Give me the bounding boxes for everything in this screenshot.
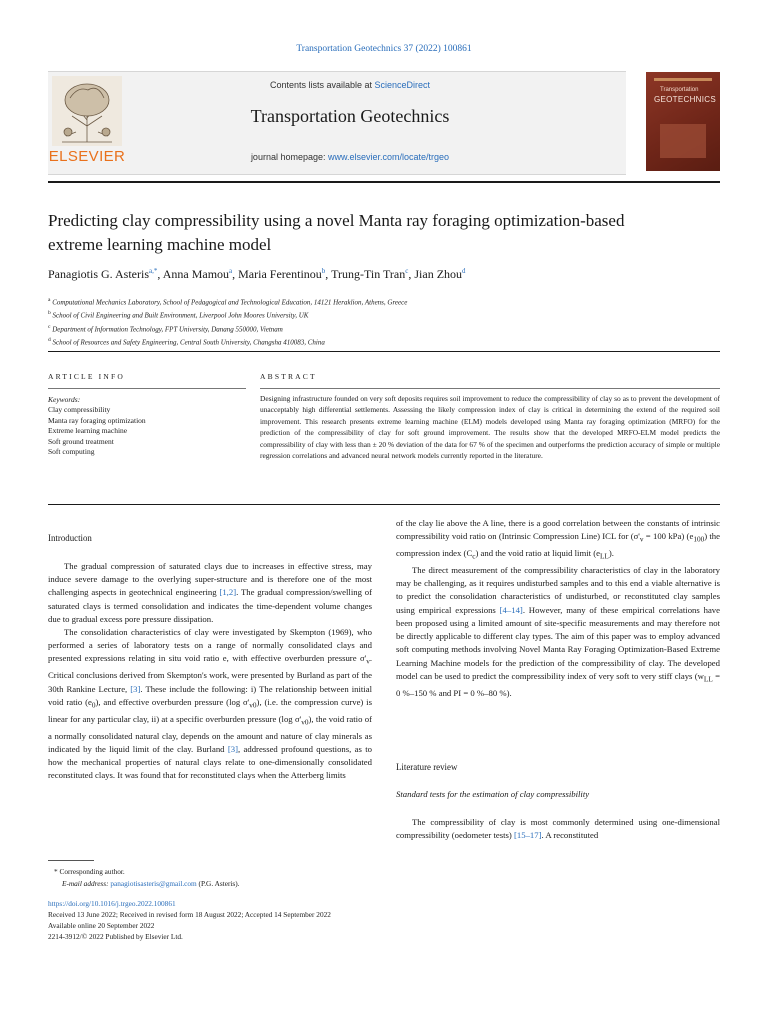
keywords-label: Keywords: bbox=[48, 395, 81, 404]
cover-line1: Transportation bbox=[660, 87, 699, 93]
affiliation-list bbox=[48, 295, 718, 348]
introduction-heading: Introduction bbox=[48, 533, 92, 543]
author-list: Panagiotis G. Asteris$^{a,*}$, Anna Mamou$^a$, Maria Ferentinou$^b$, Trung-Tin Tran$^c$, Jian Zhou$^d$ bbox=[48, 267, 466, 281]
available-online: Available online 20 September 2022 bbox=[48, 921, 155, 930]
author-name[interactable]: Jian Zhou bbox=[414, 267, 463, 281]
corresponding-marker: * bbox=[54, 867, 58, 876]
abstract-rule bbox=[260, 388, 720, 389]
standard-tests-subheading: Standard tests for the estimation of clay compressibility bbox=[396, 789, 590, 799]
running-head[interactable]: Transportation Geotechnics 37 (2022) 100861 bbox=[296, 44, 472, 54]
homepage-line bbox=[150, 152, 550, 162]
corresponding-footnote bbox=[48, 866, 718, 878]
contents-line bbox=[150, 80, 550, 90]
affiliation-text: School of Resources and Safety Engineering, Central South University, Changsha 410083, China bbox=[50, 338, 325, 347]
journal-title: Transportation Geotechnics bbox=[250, 106, 450, 126]
keyword-item: Soft computing bbox=[48, 447, 95, 457]
author-name[interactable]: Trung-Tin Tran bbox=[331, 267, 406, 281]
corresponding-text: Corresponding author. bbox=[59, 867, 125, 876]
author-name[interactable]: Panagiotis G. Asteris bbox=[48, 267, 149, 281]
section-rule bbox=[48, 504, 720, 505]
affiliation-marker: d bbox=[48, 336, 51, 343]
keyword-item: Manta ray foraging optimization bbox=[48, 415, 146, 425]
body-paragraph: The gradual compression of saturated clays due to increases in effective stress, may induce severe damage to the overlying super-structure and is therefore one of the most challenging aspects in geotechnical engineering [1,2]. The gradual compression/swelling of saturated clays is termed consolidation and indicates the time-dependent volume changes due to gradual excess pore pressure dissipation. bbox=[48, 561, 372, 624]
affiliation-marker: b bbox=[48, 310, 51, 317]
affiliation-text: School of Civil Engineering and Built Environment, Liverpool John Moores University, UK bbox=[50, 311, 309, 320]
email-suffix: (P.G. Asteris). bbox=[196, 879, 240, 888]
citation-link[interactable]: [15–17] bbox=[513, 830, 542, 841]
keyword-item: Clay compressibility bbox=[48, 405, 111, 415]
body-paragraph: of the clay lie above the A line, there is a good correlation between the constants of intrinsic compressibility void ratio on (Intrinsic Compression Line) ICL for ($\sigma'_v = 100$ kPa) $(e_{100})$ the compression index $(C_c)$ and the void ratio at liquid limit $(e_{LL})$. bbox=[396, 518, 721, 561]
received-dates: Received 13 June 2022; Received in revised form 18 August 2022; Accepted 14 September 2022 bbox=[48, 910, 331, 919]
author-name[interactable]: Maria Ferentinou bbox=[238, 267, 322, 281]
author-affiliation-marker[interactable]: a bbox=[229, 267, 233, 275]
citation-link[interactable]: [3] bbox=[130, 683, 141, 694]
literature-review-heading: Literature review bbox=[396, 762, 458, 772]
cover-line2: GEOTECHNICS bbox=[654, 95, 716, 104]
affiliation-marker: c bbox=[48, 323, 51, 330]
email-link[interactable]: panagiotisasteris@gmail.com bbox=[110, 879, 197, 888]
affiliation-item bbox=[48, 322, 718, 335]
affiliation-text: Computational Mechanics Laboratory, School of Pedagogical and Technological Education, 14121 Heraklion, Athens, Greece bbox=[50, 298, 408, 307]
keywords-block bbox=[48, 395, 246, 457]
doi-link[interactable]: https://doi.org/10.1016/j.trgeo.2022.100861 bbox=[48, 899, 176, 908]
author-affiliation-marker[interactable]: d bbox=[462, 267, 466, 275]
citation-link[interactable]: [1,2] bbox=[219, 587, 237, 598]
article-info-rule bbox=[48, 388, 246, 389]
affiliation-item bbox=[48, 295, 718, 308]
body-left-column bbox=[48, 560, 372, 782]
cover-strip bbox=[654, 78, 712, 81]
affiliation-item bbox=[48, 335, 718, 348]
citation-link[interactable]: [4–14] bbox=[499, 604, 523, 615]
sciencedirect-link[interactable]: ScienceDirect bbox=[374, 80, 431, 90]
publication-info bbox=[48, 898, 718, 942]
footnote-rule bbox=[48, 860, 94, 861]
affiliation-marker: a bbox=[48, 297, 51, 303]
body-paragraph: The consolidation characteristics of clay were investigated by Skempton (1969), who performed a series of laboratory tests on a range of normally consolidated clays and presented expressions relating in situ void ratio e, with effective overburden pressure $\sigma'_v$. Critical conclusions derived from Skempton's work, were presented by Burland as part of the 30th Rankine Lecture, [3]. These include the following: i) The relationship between initial void ratio $(e_0)$, and effective overburden pressure (log $\sigma'_{v0}$), (i.e. the compression curve) is linear for any particular clay, ii) at a specific overburden pressure (log $\sigma'_{v0}$), the void ratio of a normally consolidated natural clay, depends on the amount and nature of clay minerals as indicated by the liquid limit of the clay. Burland [3], addressed profound questions, as to how the mechanical properties of natural clays relate to one-dimensionally consolidated reconstituted clays. It was found that for reconstituted clays when the Atterberg limits bbox=[48, 627, 372, 781]
affiliation-text: Department of Information Technology, FPT University, Danang 550000, Vietnam bbox=[50, 324, 283, 333]
body-paragraph: The compressibility of clay is most commonly determined using one-dimensional compressibility (oedometer tests) [15–17]. A reconstituted bbox=[396, 817, 720, 841]
keyword-item: Extreme learning machine bbox=[48, 426, 128, 436]
header-rule bbox=[48, 181, 720, 183]
elsevier-tree-icon bbox=[52, 76, 122, 146]
author-affiliation-marker[interactable]: b bbox=[321, 267, 326, 275]
author-affiliation-marker[interactable]: a,* bbox=[149, 267, 158, 275]
keywords-list bbox=[48, 405, 246, 457]
cover-artwork bbox=[660, 124, 706, 158]
copyright: 2214-3912/© 2022 Published by Elsevier Ltd. bbox=[48, 932, 183, 941]
affiliation-item bbox=[48, 308, 718, 321]
abstract-heading: ABSTRACT bbox=[260, 372, 317, 381]
email-footnote bbox=[48, 878, 718, 890]
abstract-text: Designing infrastructure founded on very soft deposits requires soil improvement to reduce the compressibility of clay so as to prevent the development of unacceptably high differential settlements. Assessing the likely compression index of clay is critical in determining the extend of the required soil improvement. This research presents extreme learning machine (ELM) models developed using Manta ray foraging optimization (MRFO) for the prediction of the compressibility of clay for soft ground improvement. The results show that the developed MRFO-ELM model predicts the compressibility of clay with less than ± 20 % deviation of the data for 67 % of the specimen and outperforms the prediction accuracy of simple or multiple regression correlations and advanced neural network models currently reported in the literature. bbox=[260, 394, 720, 461]
footnotes bbox=[48, 866, 718, 890]
email-label: E-mail address: bbox=[62, 879, 109, 888]
body-right-column bbox=[396, 517, 720, 700]
article-title: Predicting clay compressibility using a novel Manta ray foraging optimization-based extreme learning machine model bbox=[48, 211, 625, 254]
homepage-prefix: journal homepage: bbox=[250, 152, 328, 162]
elsevier-logo[interactable] bbox=[48, 76, 126, 168]
elsevier-wordmark: ELSEVIER bbox=[48, 148, 126, 165]
body-paragraph: The direct measurement of the compressibility characteristics of clay in the laboratory may be challenging, as it requires undisturbed samples and to this end a viable alternative is to predict the consolidation characteristics of undisturbed, or reconstituted clay samples using empirical expressions [4–14]. However, many of these empirical correlations have been proposed using a limited amount of site-specific measurements and may therefore not be directly applicable to different clay types. The aim of this paper was to employ advanced soft computing methods involving Novel Manta Ray Foraging Optimization-Based Extreme Learning Machine models for the prediction of the compressibility of clay. The developed model can be used to predict the compressibility index of very soft to very stiff clays ($w_{LL} = 0$ %–150 % and PI = 0 %–80 %). bbox=[396, 565, 720, 698]
keyword-item: Soft ground treatment bbox=[48, 436, 114, 446]
citation-link[interactable]: [3] bbox=[227, 743, 238, 754]
body-right-column-continued bbox=[396, 816, 720, 842]
author-name[interactable]: Anna Mamou bbox=[162, 267, 230, 281]
article-info-heading: ARTICLE INFO bbox=[48, 372, 125, 381]
journal-homepage-link[interactable]: www.elsevier.com/locate/trgeo bbox=[328, 152, 450, 162]
author-affiliation-marker[interactable]: c bbox=[405, 267, 409, 275]
journal-cover-thumbnail[interactable] bbox=[646, 72, 720, 171]
contents-prefix: Contents lists available at bbox=[269, 80, 375, 90]
section-rule bbox=[48, 351, 720, 352]
